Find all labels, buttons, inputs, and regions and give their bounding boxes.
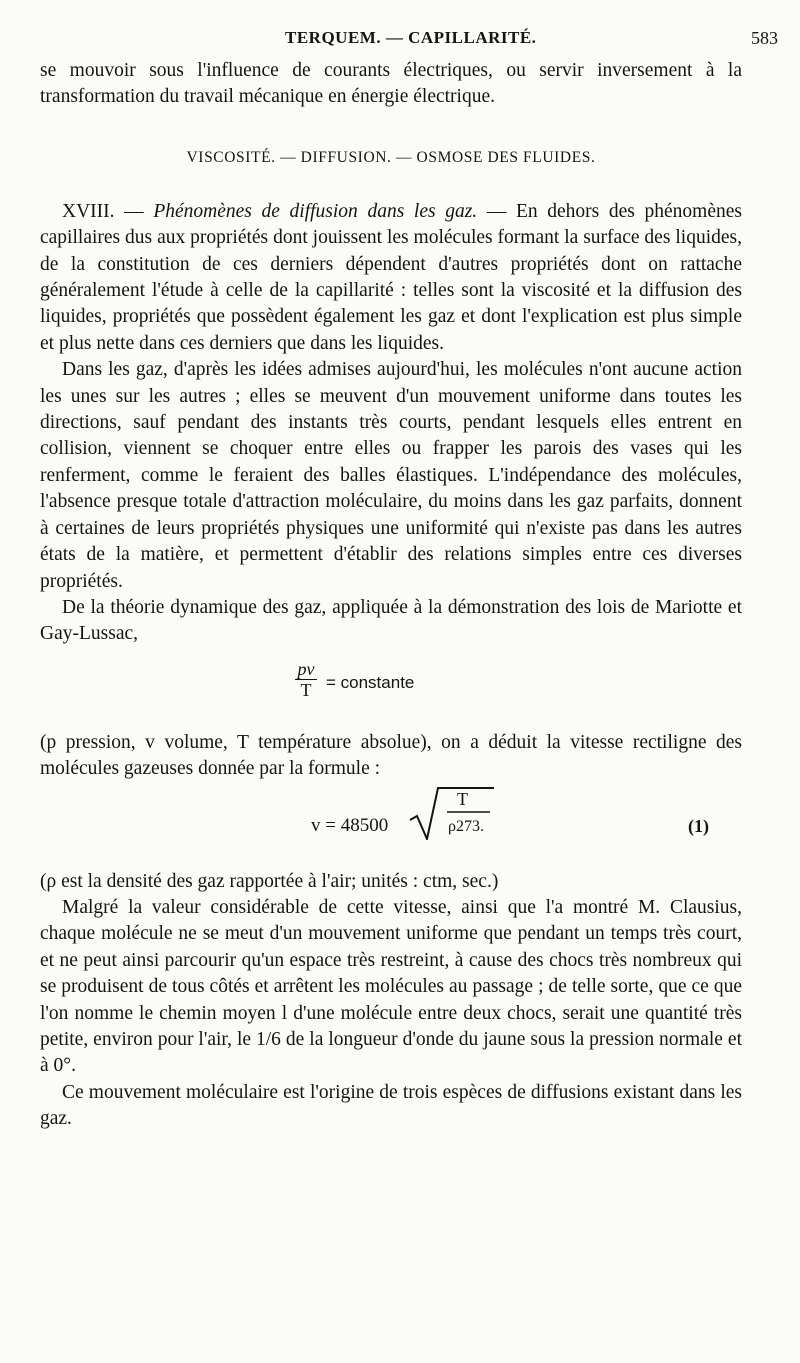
formula-tag: (1) [688,815,709,836]
fraction-pv-over-t [295,660,317,699]
paragraph-gas-molecules: Dans les gaz, d'après les idées admises aujourd'hui, les molécules n'ont aucune action les unes sur les autres ; elles se meuvent d'un mouvement uniforme dans toutes les directions, sauf pendant des instants très courts, pendant lesquels elles entrent en collision, viennent se choquer entre elles ou frapper les parois des vases qui les renferment, comme le feraient des balles élastiques. L'indépendance des molécules, l'absence presque totale d'attraction moléculaire, du moins dans les gaz parfaits, donnent à certaines de leurs propriétés physiques une uniformité qui n'existe pas dans les autres états de la matière, et permettent d'établir des relations simples entre ces diverses propriétés. [40,359,742,592]
root-denominator-number: 273 [455,817,480,835]
paragraph-text: — En dehors des phénomènes capillaires dus aux propriétés dont jouissent les molécules formant la surface des liquides, de la constitution de ces derniers dépendent d'autres propriétés dont on rattache généralement l'étude à celle de la capillarité : telles sont la viscosité et la diffusion des liquides, propriétés que possèdent également les gaz et dont l'explication est plus simple et plus nette dans ces derniers que dans les liquides. [40,200,742,354]
paragraph-pressure-volume: (p pression, v volume, T température absolue), on a déduit la vitesse rectiligne des molécules gazeuses donnée par la formule : [40,731,742,780]
formula-velocity [40,783,742,869]
paragraph-diffusion-species: Ce mouvement moléculaire est l'origine de trois espèces de diffusions existant dans les gaz. [40,1081,742,1130]
paragraph-section-xviii [40,199,742,357]
section-number: XVIII. — [62,200,144,222]
paragraph-clausius: Malgré la valeur considérable de cette vitesse, ainsi que l'a montré M. Clausius, chaque molécule ne se meut d'un mouvement uniforme que pendant un temps très court, et ne peut ainsi parcourir qu'un espace très restreint, à cause des chocs très nombreux qui se produisent de tous côtés et arrêtent les molécules au passage ; de telle sorte, que ce que l'on nomme le chemin moyen l d'une molécule entre deux chocs, serait une quantité très petite, environ pour l'air, le 1/6 de la longueur d'onde du jaune sous la pression normale et à 0°. [40,896,742,1077]
paragraph-density: (ρ est la densité des gaz rapportée à l'air; unités : ctm, sec.) [40,870,499,892]
paragraph-continuation: se mouvoir sous l'influence de courants électriques, ou servir inversement à la transformation du travail mécanique en énergie électrique. [40,60,742,108]
rho-symbol: ρ [448,817,456,835]
equation-constante [40,648,742,730]
square-root [408,786,494,840]
fraction-numerator: pv [295,660,317,680]
section-title: Phénomènes de diffusion dans les gaz. [153,200,478,222]
section-heading: VISCOSITÉ. — DIFFUSION. — OSMOSE DES FLUIDES. [186,148,596,166]
formula-lhs: v = 48500 [311,814,389,836]
paragraph-dynamic-theory: De la théorie dynamique des gaz, appliquée à la démonstration des lois de Mariotte et Gay-Lussac, [40,596,742,645]
body-text [40,58,742,1133]
page-number: 583 [751,28,778,48]
equation-rhs: = constante [326,672,415,692]
running-head [0,28,800,54]
root-denominator [448,814,484,840]
root-numerator: T [457,788,468,809]
running-title: TERQUEM. — CAPILLARITÉ. [285,28,537,47]
formula-period: . [479,817,484,835]
fraction-denominator: T [300,679,312,700]
